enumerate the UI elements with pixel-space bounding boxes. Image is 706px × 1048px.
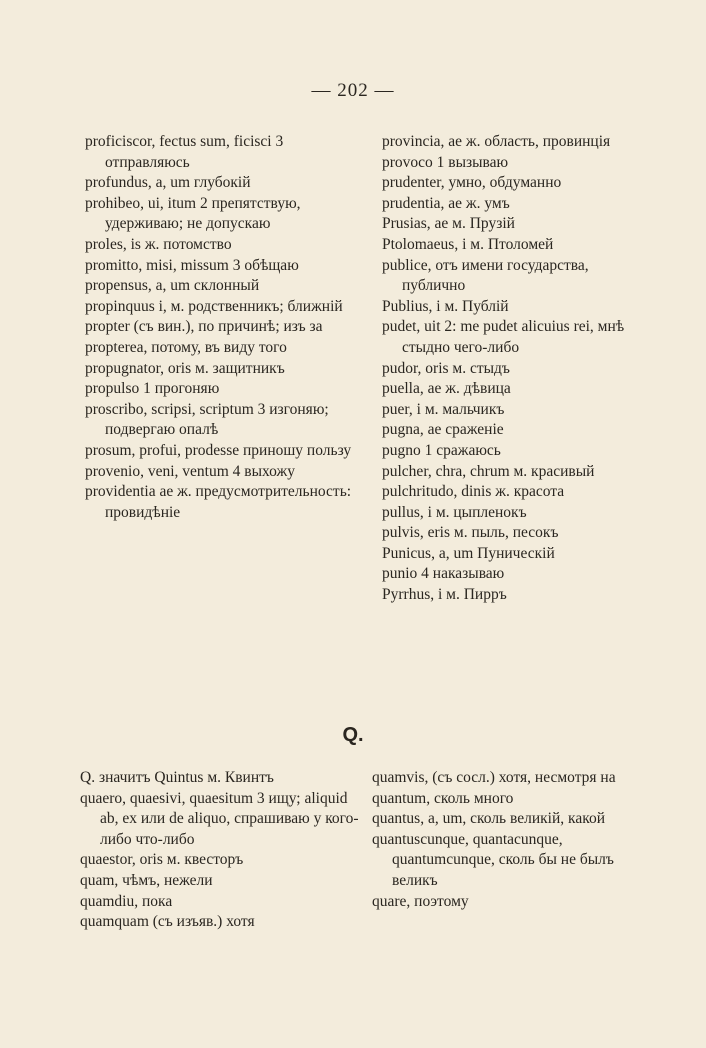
dictionary-entry: quamquam (съ изъяв.) хотя (80, 913, 255, 931)
dictionary-entry: prosum, profui, prodesse приношу пользу (85, 441, 352, 459)
dictionary-entry: prudenter, умно, обдуманно (382, 174, 562, 192)
dictionary-entry: punio 4 наказываю (382, 565, 505, 583)
dictionary-entry: provincia, ae ж. область, провинція (382, 133, 611, 150)
dictionary-entry: pugno 1 сражаюсь (382, 441, 501, 459)
dictionary-entry: quare, поэтому (372, 892, 469, 910)
dictionary-entry: pudet, uit 2: me pudet alicuius rei, мнѣ стыдно чего-либо (382, 318, 625, 356)
dictionary-entry: prohibeo, ui, itum 2 препятствую, удерживаю; не допускаю (85, 194, 301, 233)
dictionary-entry: quamdiu, пока (80, 892, 173, 910)
dictionary-entry: providentia ae ж. предусмотрительность: провидѣніе (85, 483, 352, 521)
dictionary-entry: prudentia, ae ж. умъ (382, 194, 510, 212)
dictionary-entry: proles, is ж. потомство (85, 235, 232, 253)
dictionary-entry: propterea, потому, въ виду того (85, 338, 287, 356)
dictionary-entry: quaero, quaesivi, quaesitum 3 ищу; aliquid ab, ex или de aliquo, спрашиваю у кого-либо что-либо (80, 789, 359, 848)
dictionary-entry: quam, чѣмъ, нежели (80, 871, 213, 889)
dictionary-entry: propugnator, oris м. защитникъ (85, 359, 285, 377)
dictionary-entry: propulso 1 прогоняю (85, 380, 220, 398)
dictionary-entry: publice, отъ имени государства, публично (382, 256, 589, 295)
dictionary-entry: pulchritudo, dinis ж. красота (382, 483, 565, 501)
dictionary-entry: quantum, сколь много (372, 789, 514, 807)
page-number: — 202 — (311, 80, 395, 101)
dictionary-entry: quantuscunque, quantacunque, quantumcunque, сколь бы не былъ великъ (372, 830, 614, 889)
dictionary-entry: Ptolomaeus, i м. Птоломей (382, 235, 554, 253)
dictionary-entry: Prusias, ae м. Прузій (382, 215, 515, 233)
section-letter: Q. (342, 724, 364, 746)
dictionary-entry: pulcher, chra, chrum м. красивый (382, 462, 595, 480)
dictionary-entry: quamvis, (съ сосл.) хотя, несмотря на (372, 769, 616, 786)
dictionary-entry: propter (съ вин.), по причинѣ; изъ за (85, 318, 323, 336)
dictionary-entry: Pyrrhus, i м. Пирръ (382, 586, 507, 604)
dictionary-entry: provenio, veni, ventum 4 выхожу (85, 462, 295, 480)
column-top-left (85, 132, 370, 523)
dictionary-entry: propensus, a, um склонный (85, 277, 260, 295)
dictionary-entry: promitto, misi, missum 3 обѣщаю (85, 256, 299, 274)
dictionary-entry: pudor, oris м. стыдъ (382, 359, 510, 377)
column-bottom-right (372, 768, 656, 912)
dictionary-entry: provoco 1 вызываю (382, 153, 509, 171)
dictionary-entry: quantus, a, um, сколь великій, какой (372, 810, 605, 828)
dictionary-entry: Q. значитъ Quintus м. Квинтъ (80, 769, 274, 786)
column-bottom-left (80, 768, 364, 933)
dictionary-entry: pugna, ae сраженіе (382, 421, 504, 439)
dictionary-entry: pullus, i м. цыпленокъ (382, 503, 527, 521)
dictionary-entry: propinquus i, м. родственникъ; ближній (85, 297, 343, 315)
dictionary-entry: Publius, i м. Публій (382, 297, 509, 315)
dictionary-entry: pulvis, eris м. пыль, песокъ (382, 524, 559, 542)
dictionary-entry: Punicus, a, um Пуническій (382, 544, 555, 562)
dictionary-entry: quaestor, oris м. квесторъ (80, 851, 244, 869)
dictionary-entry: proscribo, scripsi, scriptum 3 изгоняю; подвергаю опалѣ (85, 400, 329, 439)
dictionary-entry: puella, ae ж. дѣвица (382, 380, 511, 398)
dictionary-entry: puer, i м. мальчикъ (382, 400, 505, 418)
column-top-right (382, 132, 644, 606)
dictionary-entry: profundus, a, um глубокій (85, 174, 251, 192)
dictionary-entry: proficiscor, fectus sum, ficisci 3 отправляюсь (85, 133, 284, 171)
